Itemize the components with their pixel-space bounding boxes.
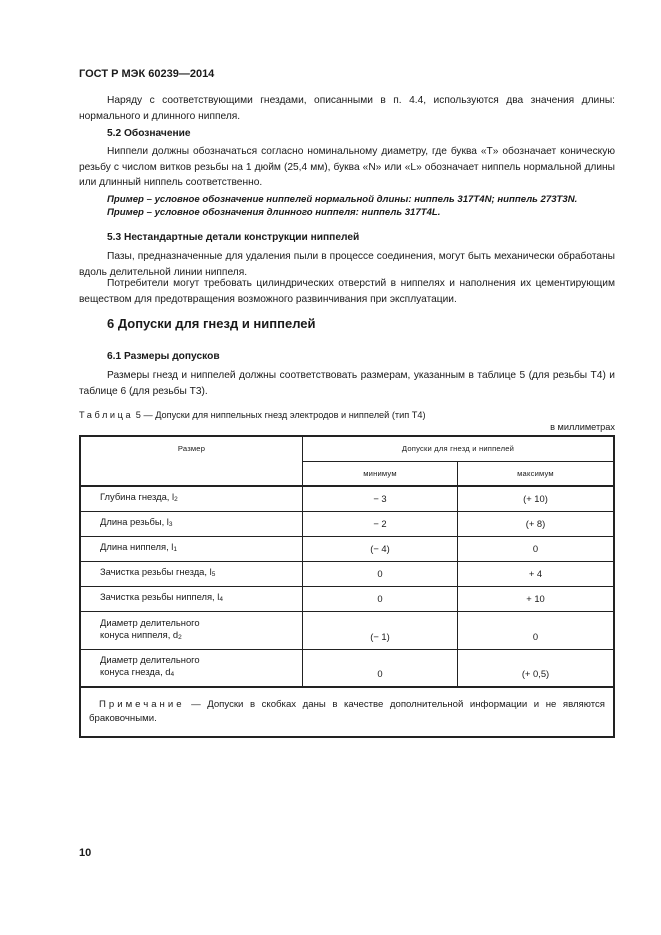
tolerance-table [79, 435, 615, 738]
section-5-3-p2: Потребители могут требовать цилиндрических отверстий в ниппелях и наполнения их цементирующим веществом для предотвращения возможного развинчивания при эксплуатации. [79, 278, 615, 305]
table-note: Примечание — Допуски в скобках даны в качестве дополнительной информации и не являются браковочными. [80, 687, 614, 737]
table-row: Зачистка резьбы гнезда, $l_5$ 0 + 4 [80, 561, 614, 586]
table-row: Зачистка резьбы ниппеля, $l_4$ 0 + 10 [80, 586, 614, 611]
section-6-1-text: Размеры гнезд и ниппелей должны соответствовать размерам, указанным в таблице 5 (для резьбы T4) и таблице 6 (для резьбы T3). [79, 370, 615, 397]
table-units: в миллиметрах [550, 422, 615, 432]
header-size: Размер [80, 436, 303, 486]
section-5-3-p1: Пазы, предназначенные для удаления пыли в процессе соединения, могут быть механически обработаны вдоль делительной линии ниппеля. [79, 251, 615, 278]
intro-paragraph: Наряду с соответствующими гнездами, описанными в п. 4.4, используются два значения длины: нормального и длинного ниппеля. [79, 95, 615, 122]
table-row: Глубина гнезда, $l_2$ − 3 (+ 10) [80, 486, 614, 511]
example-2: Пример – условное обозначения длинного ниппеля: ниппель 317T4L. [107, 207, 441, 218]
section-5-2-title: 5.2 Обозначение [107, 128, 191, 139]
section-5-3-title: 5.3 Нестандартные детали конструкции ниппелей [107, 232, 360, 243]
table-row: Диаметр делительного конуса гнезда, $d_4$ 0 (+ 0,5) [80, 649, 614, 687]
section-5-2-text: Ниппели должны обозначаться согласно номинальному диаметру, где буква «T» обозначает коническую резьбу с числом витков резьбы на 1 дюйм (25,4 мм), буква «N» или «L» обозначает ниппель нормальной длины или длинный ниппель соответственно. [79, 146, 615, 188]
page-number: 10 [79, 847, 92, 859]
example-1: Пример – условное обозначение ниппелей нормальной длины: ниппель 317T4N; ниппель 273T3N. [107, 194, 578, 205]
header-tolerances: Допуски для гнезд и ниппелей [303, 436, 615, 461]
table-row: Диаметр делительного конуса ниппеля, $d_2$ (− 1) 0 [80, 611, 614, 649]
header-max: максимум [458, 461, 615, 486]
header-min: минимум [303, 461, 458, 486]
section-6-title: 6 Допуски для гнезд и ниппелей [107, 316, 316, 331]
table-row: Длина резьбы, $l_3$ − 2 (+ 8) [80, 511, 614, 536]
section-6-1-title: 6.1 Размеры допусков [107, 351, 220, 362]
table-caption: Таблица 5 — Допуски для ниппельных гнезд электродов и ниппелей (тип T4) [79, 410, 426, 420]
table-note-row [80, 687, 614, 737]
document-header: ГОСТ Р МЭК 60239—2014 [79, 68, 215, 80]
table-row: Длина ниппеля, $l_1$ (− 4) 0 [80, 536, 614, 561]
